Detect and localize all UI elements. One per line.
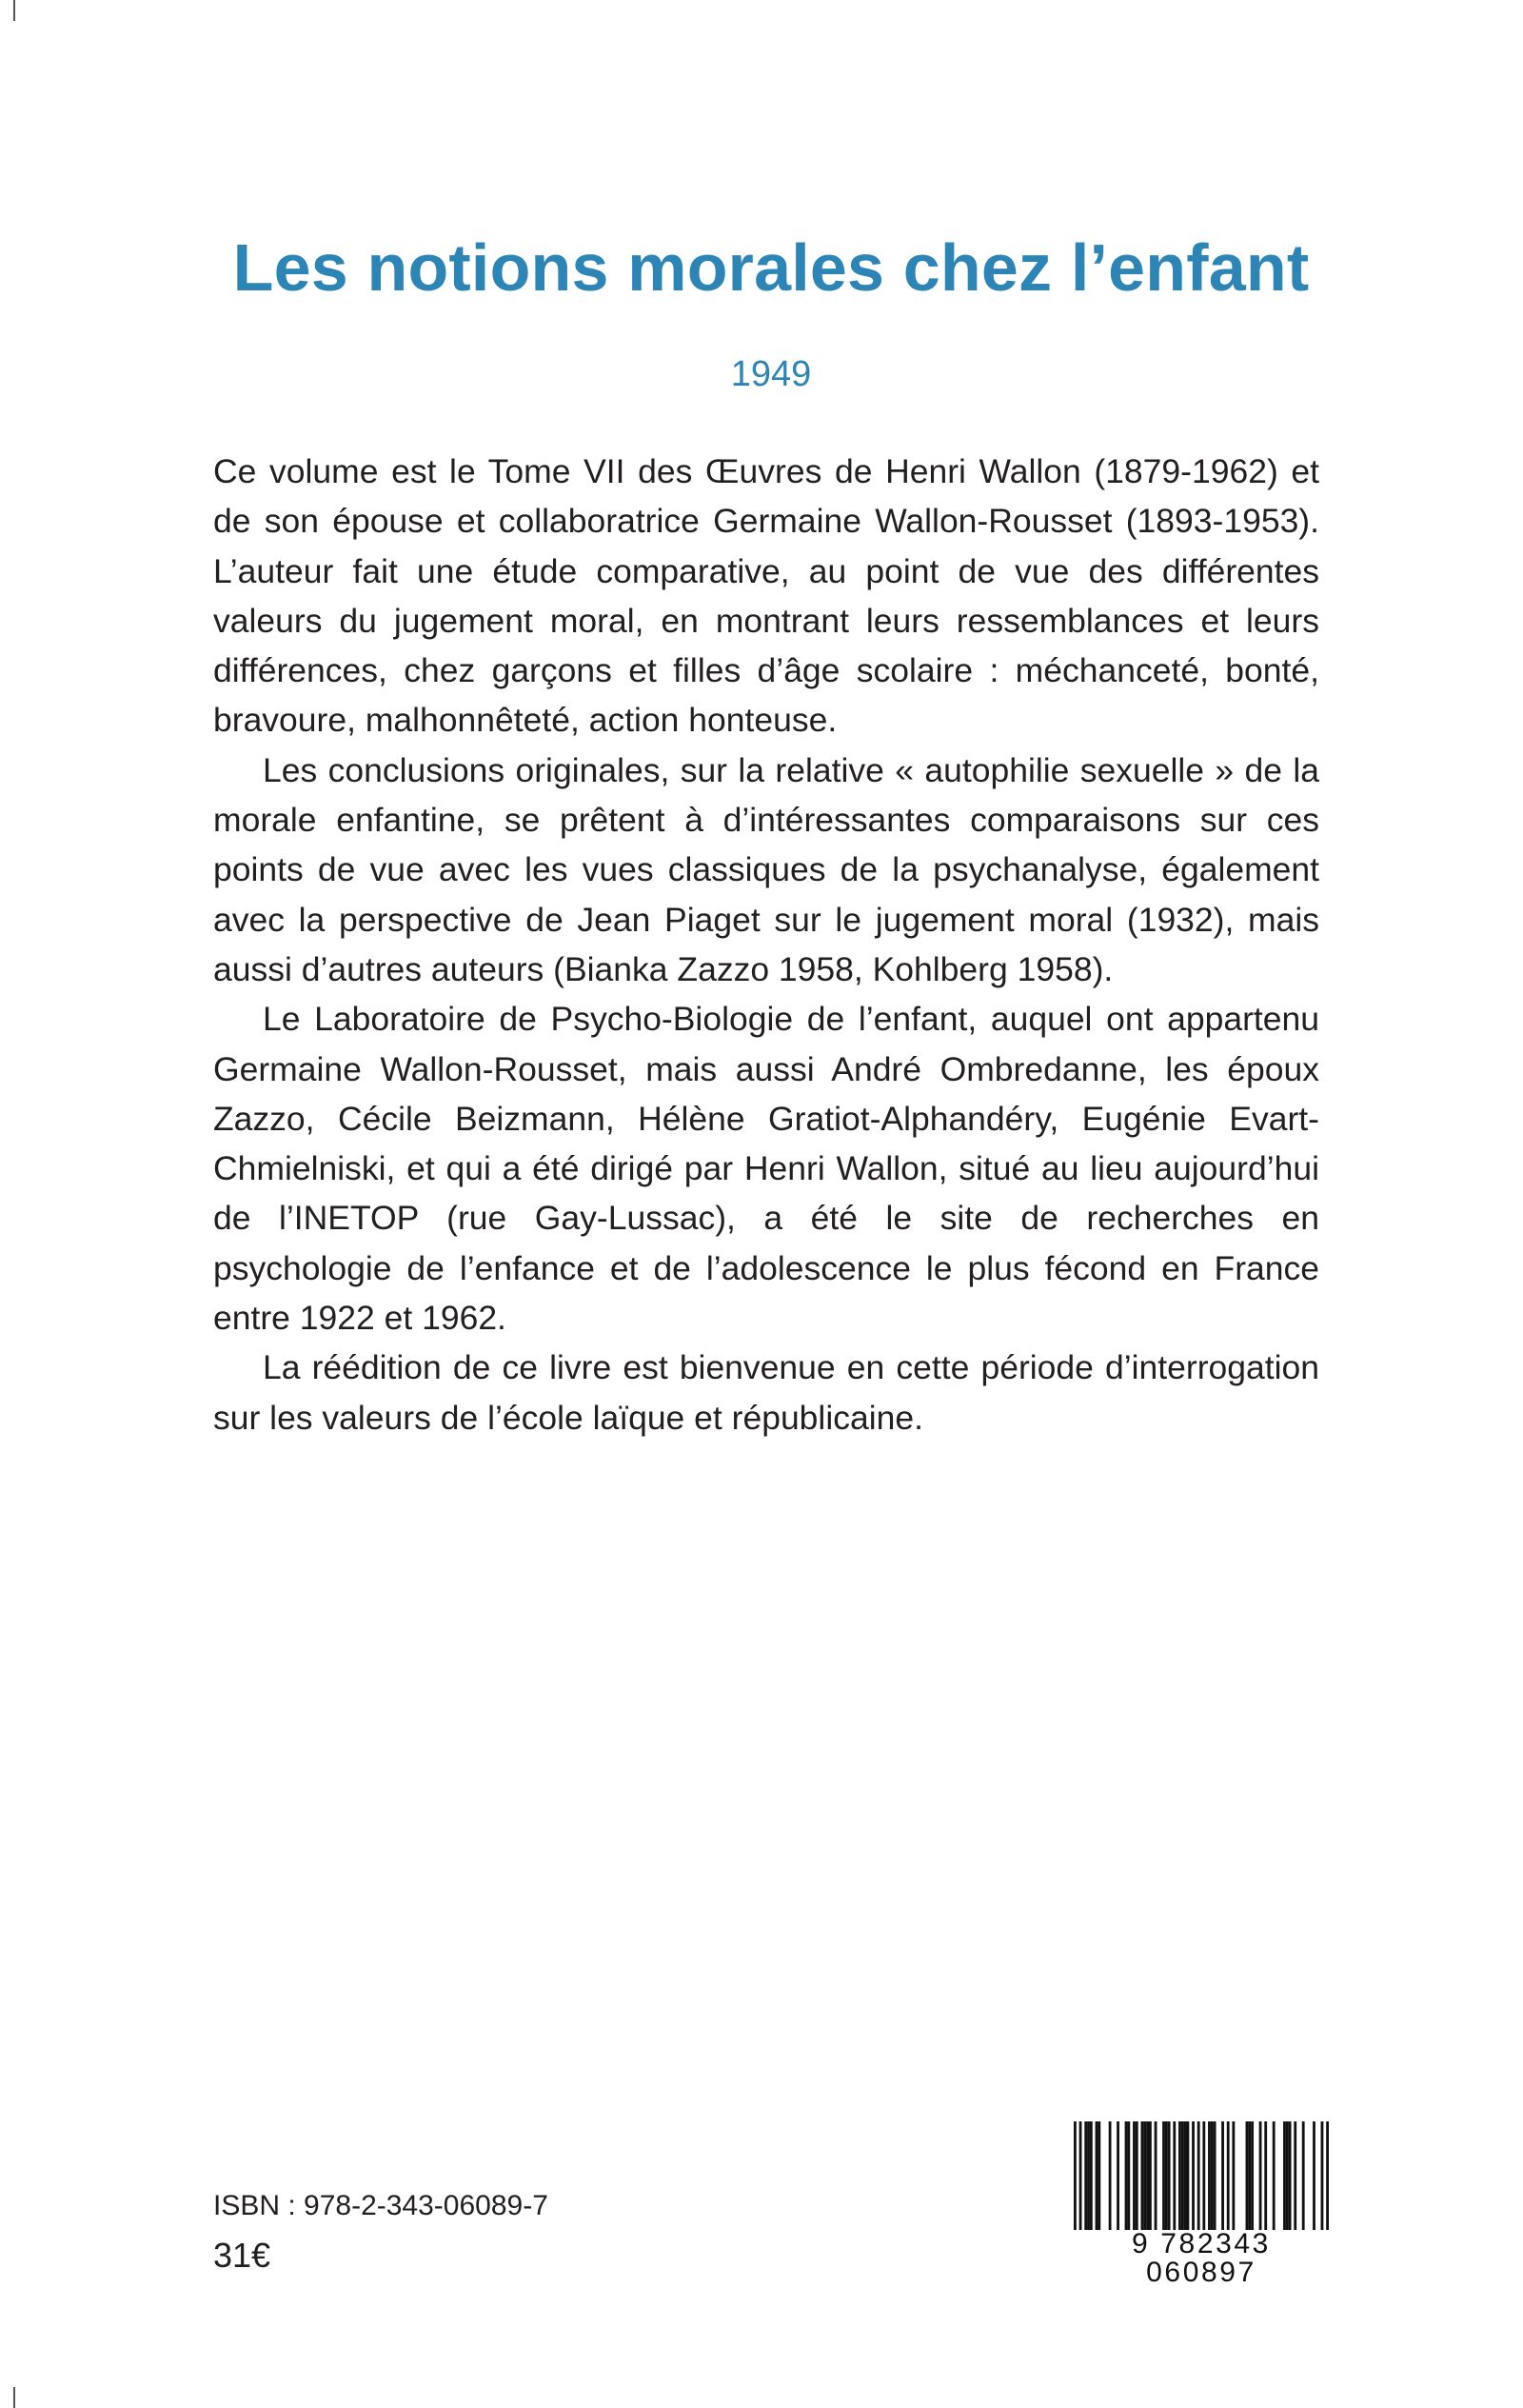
barcode-bar xyxy=(1109,2121,1112,2236)
barcode-bar xyxy=(1143,2121,1146,2236)
barcode-bar xyxy=(1248,2121,1251,2236)
barcode-bar xyxy=(1321,2121,1324,2236)
barcode-bar xyxy=(1117,2121,1119,2236)
barcode-bar xyxy=(1141,2121,1144,2236)
barcode-bar xyxy=(1289,2121,1292,2236)
barcode-bar xyxy=(1127,2121,1130,2236)
barcode-bar xyxy=(1202,2121,1205,2236)
barcode-bar xyxy=(1125,2121,1128,2236)
publication-year: 1949 xyxy=(730,354,812,394)
barcode-bar xyxy=(1162,2121,1165,2236)
barcode-bar xyxy=(1155,2121,1157,2236)
barcode-bar xyxy=(1192,2121,1195,2236)
blurb-paragraph-3: Le Laboratoire de Psycho-Biologie de l’enfant, auquel ont appartenu Germaine Wallon-Rousset, mais aussi André Ombredanne, les époux Zazzo, Cécile Beizmann, Hélène Gratiot-Alphandéry, Eugénie Evart-Chmielniski, et qui a été dirigé par Henri Wallon, situé au lieu aujourd’hui de l’INETOP (rue Gay-Lussac), a été le site de recherches en psychologie de l’enfance et de l’adolescence le plus fécond en France entre 1922 et 1962. xyxy=(213,1000,1319,1338)
barcode-bar xyxy=(1294,2121,1296,2236)
barcode-bar xyxy=(1178,2121,1181,2236)
barcode-bar xyxy=(1096,2121,1098,2236)
barcode-bar xyxy=(1197,2121,1200,2236)
barcode-bar xyxy=(1186,2121,1189,2236)
barcode-bar xyxy=(1246,2121,1249,2236)
barcode-bar xyxy=(1211,2121,1214,2236)
barcode-bar xyxy=(1259,2121,1262,2236)
blurb-paragraph-1: Ce volume est le Tome VII des Œuvres de Henri Wallon (1879-1962) et de son épouse et collaboratrice Germaine Wallon-Rousset (1893-1953). L’auteur fait une étude comparative, au point de vue des différentes valeurs du jugement moral, en montrant leurs ressemblances et leurs différences, chez garçons et filles d’âge scolaire : méchanceté, bonté, bravoure, malhonnêteté, action honteuse. xyxy=(213,452,1319,740)
barcode-bar xyxy=(1133,2121,1136,2236)
blurb-paragraph-2: Les conclusions originales, sur la relative « autophilie sexuelle » de la morale enfantine, se prêtent à d’intéressantes comparaisons sur ces points de vue avec les vues classiques de la psychanalyse, également avec la perspective de Jean Piaget sur le jugement moral (1932), mais aussi d’autres auteurs (Bianka Zazzo 1958, Kohlberg 1958). xyxy=(213,750,1319,988)
barcode-bar xyxy=(1084,2121,1087,2236)
isbn-label: ISBN : 978-2-343-06089-7 xyxy=(213,2190,548,2221)
barcode-bar xyxy=(1181,2121,1184,2236)
barcode-bar xyxy=(1251,2121,1254,2236)
price-label: 31€ xyxy=(213,2236,271,2275)
barcode-bar xyxy=(1227,2121,1230,2236)
barcode-bar xyxy=(1098,2121,1100,2236)
crop-mark-top-left xyxy=(13,0,15,21)
barcode-bars xyxy=(1074,2121,1329,2236)
crop-mark-bottom-left xyxy=(13,2387,15,2408)
barcode-bar xyxy=(1165,2121,1168,2236)
barcode-bar xyxy=(1136,2121,1138,2236)
barcode-bar xyxy=(1149,2121,1152,2236)
isbn-barcode xyxy=(1074,2121,1329,2288)
book-title: Les notions morales chez l’enfant xyxy=(232,230,1310,305)
back-cover-blurb xyxy=(213,447,1319,1443)
barcode-bar xyxy=(1168,2121,1171,2236)
barcode-bar xyxy=(1302,2121,1305,2236)
barcode-bar xyxy=(1087,2121,1090,2236)
barcode-bar xyxy=(1079,2121,1082,2236)
barcode-bar xyxy=(1221,2121,1224,2236)
barcode-bar xyxy=(1313,2121,1315,2236)
barcode-bar xyxy=(1208,2121,1211,2236)
barcode-bar xyxy=(1283,2121,1286,2236)
barcode-bar xyxy=(1286,2121,1289,2236)
barcode-bar xyxy=(1090,2121,1093,2236)
barcode-bar xyxy=(1184,2121,1187,2236)
barcode-bar xyxy=(1273,2121,1276,2236)
barcode-bar xyxy=(1074,2121,1077,2236)
blurb-paragraph-4: La réédition de ce livre est bienvenue en cette période d’interrogation sur les valeurs de l’école laïque et républicaine. xyxy=(213,1348,1319,1437)
barcode-bar xyxy=(1146,2121,1149,2236)
barcode-digits: 9 782343 060897 xyxy=(1074,2230,1329,2287)
barcode-bar xyxy=(1214,2121,1216,2236)
barcode-bar xyxy=(1232,2121,1235,2236)
barcode-bar xyxy=(1264,2121,1267,2236)
barcode-bar xyxy=(1173,2121,1176,2236)
barcode-bar xyxy=(1326,2121,1329,2236)
